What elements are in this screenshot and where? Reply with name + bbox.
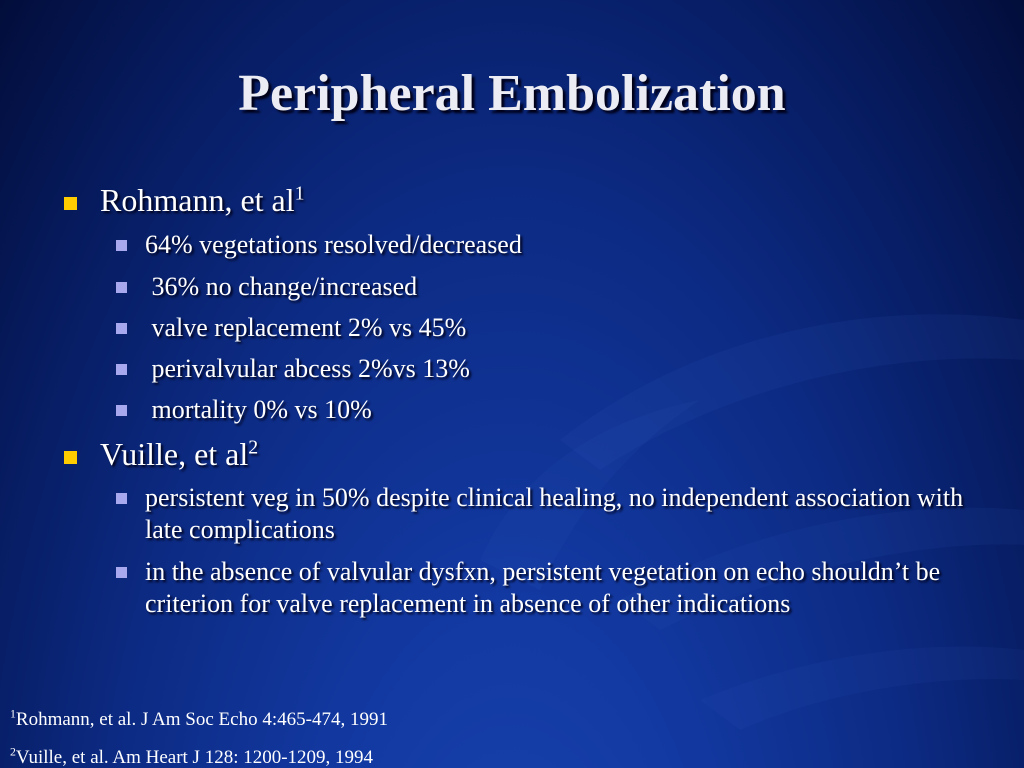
study-point: valve replacement 2% vs 45% bbox=[145, 313, 467, 342]
study-label: Rohmann, et al bbox=[100, 182, 295, 218]
footnote-number: 1 bbox=[10, 707, 16, 721]
study-ref: 1 bbox=[294, 182, 305, 205]
study-point: 64% vegetations resolved/decreased bbox=[145, 230, 522, 259]
study-ref: 2 bbox=[248, 436, 259, 459]
study-point: mortality 0% vs 10% bbox=[145, 395, 372, 424]
footnote bbox=[10, 708, 388, 732]
study-point: in the absence of valvular dysfxn, persistent vegetation on echo shouldn’t be criterion for valve replacement in absence of other indications bbox=[145, 557, 941, 618]
study-heading bbox=[100, 435, 258, 473]
slide-title: Peripheral Embolization bbox=[238, 65, 786, 122]
study-point: 36% no change/increased bbox=[145, 272, 418, 301]
study-point: persistent veg in 50% despite clinical healing, no independent association with late complications bbox=[145, 483, 964, 544]
footnote-text: Rohmann, et al. J Am Soc Echo 4:465-474, 1991 bbox=[15, 709, 388, 730]
study-label: Vuille, et al bbox=[100, 436, 249, 472]
footnote bbox=[10, 746, 373, 768]
bullet-marker-lavender bbox=[116, 567, 127, 578]
bullet-marker-lavender bbox=[116, 282, 127, 293]
footnote-number: 2 bbox=[10, 745, 16, 759]
footnote-text: Vuille, et al. Am Heart J 128: 1200-1209, 1994 bbox=[15, 747, 374, 768]
bullet-marker-lavender bbox=[116, 323, 127, 334]
bullet-marker-lavender bbox=[116, 405, 127, 416]
study-point: perivalvular abcess 2%vs 13% bbox=[145, 354, 470, 383]
bullet-marker-lavender bbox=[116, 364, 127, 375]
bullet-marker-lavender bbox=[116, 240, 127, 251]
bullet-marker-yellow bbox=[64, 451, 77, 464]
study-heading bbox=[100, 181, 305, 219]
bullet-marker-yellow bbox=[64, 197, 77, 210]
bullet-marker-lavender bbox=[116, 493, 127, 504]
